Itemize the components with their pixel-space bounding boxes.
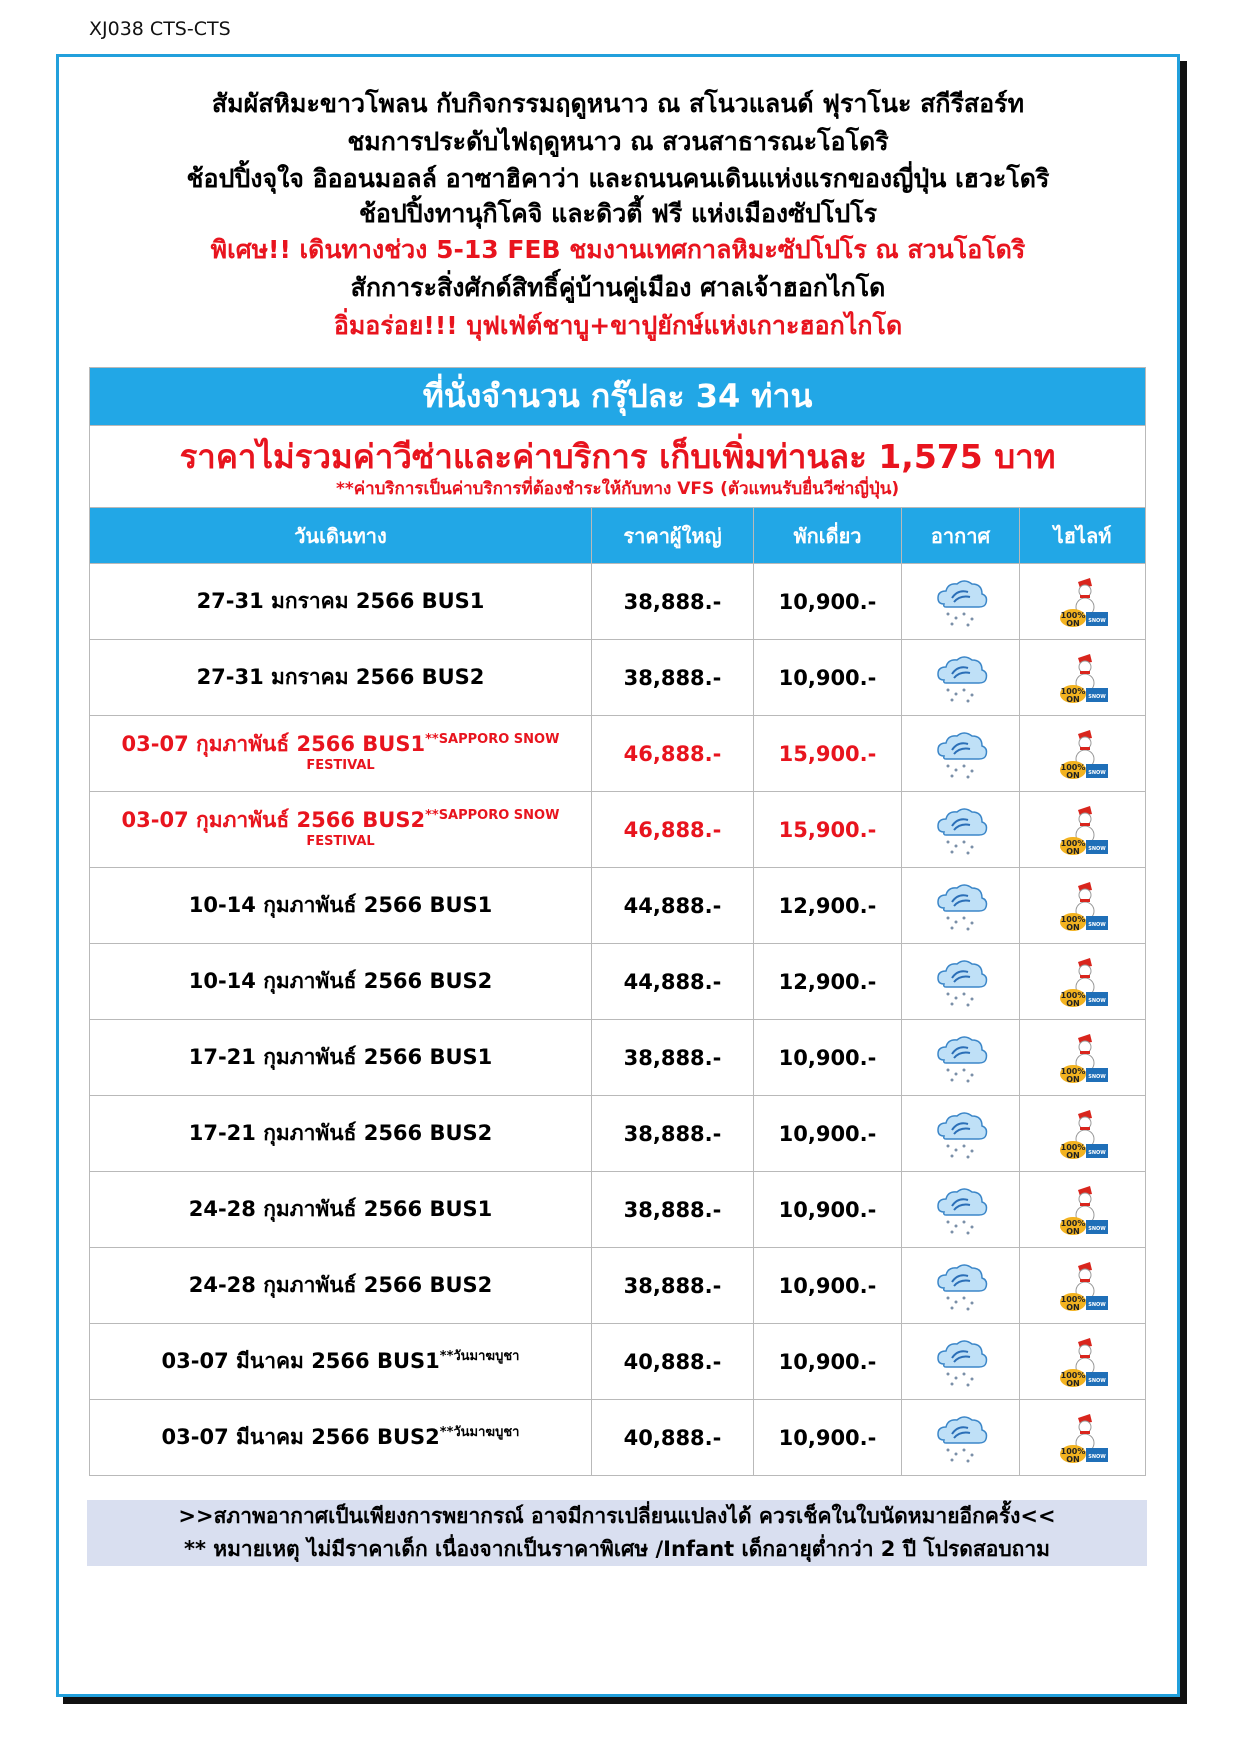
travel-date: 24-28 กุมภาพันธ์ 2566 BUS1 xyxy=(188,1197,493,1221)
headline: ชมการประดับไฟฤดูหนาว ณ สวนสาธารณะโอโดริ xyxy=(347,127,889,156)
visa-note-sub: **ค่าบริการเป็นค่าบริการที่ต้องชำระให้กับทาง VFS (ตัวแทนรับยื่นวีซ่าญี่ปุ่น) xyxy=(335,478,900,499)
date-cell xyxy=(90,1400,592,1476)
column-header-adult-price: ราคาผู้ใหญ่ xyxy=(592,508,754,564)
table-row xyxy=(90,944,1146,1020)
weather-cell xyxy=(902,716,1020,792)
snowman-badge-icon xyxy=(1052,1182,1114,1238)
snow-cloud-icon xyxy=(930,1182,992,1238)
highlight-cell xyxy=(1020,1172,1146,1248)
travel-date: 24-28 กุมภาพันธ์ 2566 BUS2 xyxy=(188,1273,493,1297)
snowman-badge-icon xyxy=(1052,1258,1114,1314)
svg-text:ON: ON xyxy=(1065,1150,1080,1160)
svg-text:100%: 100% xyxy=(1060,610,1085,620)
date-cell xyxy=(90,1324,592,1400)
svg-text:100%: 100% xyxy=(1060,762,1085,772)
single-supplement: 10,900.- xyxy=(754,1248,902,1324)
column-header-weather: อากาศ xyxy=(902,508,1020,564)
svg-text:100%: 100% xyxy=(1060,1446,1085,1456)
adult-price: 38,888.- xyxy=(592,1096,754,1172)
date-note-continued: FESTIVAL xyxy=(306,758,375,773)
svg-text:SNOW: SNOW xyxy=(1087,921,1106,928)
table-row xyxy=(90,564,1146,640)
weather-cell xyxy=(902,564,1020,640)
child-price-note: ** หมายเหตุ ไม่มีราคาเด็ก เนื่องจากเป็นราคาพิเศษ /Infant เด็กอายุต่ำกว่า 2 ปี โปรดสอบถาม xyxy=(183,1537,1051,1561)
svg-text:SNOW: SNOW xyxy=(1087,1225,1106,1232)
snow-cloud-icon xyxy=(930,878,992,934)
column-header-date: วันเดินทาง xyxy=(90,508,592,564)
date-note-continued: FESTIVAL xyxy=(306,834,375,849)
travel-date: 10-14 กุมภาพันธ์ 2566 BUS1 xyxy=(188,893,493,917)
snow-cloud-icon xyxy=(930,1106,992,1162)
svg-text:SNOW: SNOW xyxy=(1087,693,1106,700)
svg-text:ON: ON xyxy=(1065,1302,1080,1312)
adult-price: 38,888.- xyxy=(592,1248,754,1324)
single-supplement: 12,900.- xyxy=(754,944,902,1020)
single-supplement: 10,900.- xyxy=(754,564,902,640)
weather-cell xyxy=(902,1172,1020,1248)
highlight-cell xyxy=(1020,1324,1146,1400)
snowman-badge-icon xyxy=(1052,726,1114,782)
travel-date: 03-07 มีนาคม 2566 BUS2 xyxy=(161,1425,440,1449)
column-header-highlight: ไฮไลท์ xyxy=(1020,508,1146,564)
svg-text:SNOW: SNOW xyxy=(1087,845,1106,852)
highlight-cell xyxy=(1020,792,1146,868)
table-row xyxy=(90,1020,1146,1096)
svg-text:100%: 100% xyxy=(1060,1142,1085,1152)
snowman-badge-icon xyxy=(1052,1410,1114,1466)
single-supplement: 15,900.- xyxy=(754,716,902,792)
svg-text:ON: ON xyxy=(1065,1226,1080,1236)
visa-note-main: ราคาไม่รวมค่าวีซ่าและค่าบริการ เก็บเพิ่มท่านละ 1,575 บาท xyxy=(179,436,1056,476)
svg-text:SNOW: SNOW xyxy=(1087,1149,1106,1156)
svg-text:SNOW: SNOW xyxy=(1087,1453,1106,1460)
weather-cell xyxy=(902,1020,1020,1096)
single-supplement: 10,900.- xyxy=(754,1400,902,1476)
date-cell xyxy=(90,1172,592,1248)
headlines xyxy=(59,85,1177,345)
date-note: **SAPPORO SNOW xyxy=(425,732,560,747)
snowman-badge-icon xyxy=(1052,802,1114,858)
column-header-single-supplement: พักเดี่ยว xyxy=(754,508,902,564)
snow-cloud-icon xyxy=(930,1030,992,1086)
travel-date: 17-21 กุมภาพันธ์ 2566 BUS2 xyxy=(188,1121,493,1145)
travel-date: 03-07 กุมภาพันธ์ 2566 BUS1 xyxy=(121,732,426,756)
highlight-cell xyxy=(1020,1248,1146,1324)
highlight-cell xyxy=(1020,1020,1146,1096)
svg-text:SNOW: SNOW xyxy=(1087,1073,1106,1080)
svg-text:SNOW: SNOW xyxy=(1087,769,1106,776)
weather-cell xyxy=(902,944,1020,1020)
date-note: **วันมาฆบูชา xyxy=(439,1425,520,1440)
svg-text:ON: ON xyxy=(1065,770,1080,780)
headline-special: อิ่มอร่อย!!! บุฟเฟ่ต์ชาบู+ขาปูยักษ์แห่งเกาะฮอกไกโด xyxy=(333,311,903,340)
weather-cell xyxy=(902,1248,1020,1324)
snowman-badge-icon xyxy=(1052,574,1114,630)
highlight-cell xyxy=(1020,1400,1146,1476)
svg-text:ON: ON xyxy=(1065,1454,1080,1464)
snowman-badge-icon xyxy=(1052,650,1114,706)
adult-price: 38,888.- xyxy=(592,1020,754,1096)
svg-text:SNOW: SNOW xyxy=(1087,997,1106,1004)
snow-cloud-icon xyxy=(930,1410,992,1466)
date-cell xyxy=(90,640,592,716)
table-row xyxy=(90,1400,1146,1476)
single-supplement: 15,900.- xyxy=(754,792,902,868)
snow-cloud-icon xyxy=(930,954,992,1010)
date-note: **วันมาฆบูชา xyxy=(439,1349,520,1364)
svg-text:ON: ON xyxy=(1065,1074,1080,1084)
adult-price: 38,888.- xyxy=(592,1172,754,1248)
table-row xyxy=(90,868,1146,944)
svg-text:100%: 100% xyxy=(1060,1066,1085,1076)
single-supplement: 10,900.- xyxy=(754,1324,902,1400)
date-cell xyxy=(90,1020,592,1096)
svg-text:100%: 100% xyxy=(1060,686,1085,696)
svg-text:100%: 100% xyxy=(1060,1218,1085,1228)
adult-price: 46,888.- xyxy=(592,716,754,792)
weather-cell xyxy=(902,868,1020,944)
table-row xyxy=(90,792,1146,868)
highlight-cell xyxy=(1020,716,1146,792)
seat-count-banner: ที่นั่งจำนวน กรุ๊ปละ 34 ท่าน xyxy=(90,368,1146,426)
snow-cloud-icon xyxy=(930,1334,992,1390)
travel-date: 03-07 มีนาคม 2566 BUS1 xyxy=(161,1349,440,1373)
single-supplement: 10,900.- xyxy=(754,640,902,716)
tour-code: XJ038 CTS-CTS xyxy=(89,18,231,40)
headline: ช้อปปิ้งจุใจ อิออนมอลล์ อาซาฮิคาว่า และถนนคนเดินแห่งแรกของญี่ปุ่น เฮวะโดริ xyxy=(186,164,1050,193)
date-note: **SAPPORO SNOW xyxy=(425,808,560,823)
snowman-badge-icon xyxy=(1052,878,1114,934)
travel-date: 10-14 กุมภาพันธ์ 2566 BUS2 xyxy=(188,969,493,993)
price-table xyxy=(89,367,1146,1476)
snow-cloud-icon xyxy=(930,574,992,630)
weather-cell xyxy=(902,640,1020,716)
adult-price: 38,888.- xyxy=(592,564,754,640)
adult-price: 38,888.- xyxy=(592,640,754,716)
travel-date: 27-31 มกราคม 2566 BUS1 xyxy=(196,589,485,613)
snow-cloud-icon xyxy=(930,650,992,706)
svg-text:ON: ON xyxy=(1065,694,1080,704)
single-supplement: 10,900.- xyxy=(754,1096,902,1172)
single-supplement: 12,900.- xyxy=(754,868,902,944)
date-cell xyxy=(90,1248,592,1324)
svg-text:100%: 100% xyxy=(1060,1370,1085,1380)
travel-date: 03-07 กุมภาพันธ์ 2566 BUS2 xyxy=(121,808,426,832)
svg-text:100%: 100% xyxy=(1060,838,1085,848)
snow-cloud-icon xyxy=(930,1258,992,1314)
headline: ช้อปปิ้งทานุกิโคจิ และดิวตี้ ฟรี แห่งเมืองซัปโปโร xyxy=(358,199,878,228)
program-frame xyxy=(56,54,1180,1697)
table-row xyxy=(90,640,1146,716)
date-cell xyxy=(90,868,592,944)
highlight-cell xyxy=(1020,944,1146,1020)
date-cell xyxy=(90,564,592,640)
svg-text:ON: ON xyxy=(1065,998,1080,1008)
snowman-badge-icon xyxy=(1052,1334,1114,1390)
snowman-badge-icon xyxy=(1052,1030,1114,1086)
adult-price: 40,888.- xyxy=(592,1400,754,1476)
date-cell xyxy=(90,944,592,1020)
weather-disclaimer: >>สภาพอากาศเป็นเพียงการพยากรณ์ อาจมีการเปลี่ยนแปลงได้ ควรเช็คในใบนัดหมายอีกครั้ง<< xyxy=(178,1504,1056,1528)
svg-text:100%: 100% xyxy=(1060,990,1085,1000)
date-cell xyxy=(90,792,592,868)
visa-note xyxy=(90,426,1146,508)
headline-special: พิเศษ!! เดินทางช่วง 5-13 FEB ชมงานเทศกาลหิมะซัปโปโร ณ สวนโอโดริ xyxy=(210,235,1026,264)
footer-notes xyxy=(87,1500,1147,1566)
adult-price: 40,888.- xyxy=(592,1324,754,1400)
headline: สักการะสิ่งศักด์สิทธิ์คู่บ้านคู่เมือง ศาลเจ้าฮอกไกโด xyxy=(350,273,886,302)
date-cell xyxy=(90,716,592,792)
svg-text:ON: ON xyxy=(1065,618,1080,628)
highlight-cell xyxy=(1020,564,1146,640)
weather-cell xyxy=(902,1400,1020,1476)
table-row xyxy=(90,1248,1146,1324)
snowman-badge-icon xyxy=(1052,954,1114,1010)
svg-text:ON: ON xyxy=(1065,846,1080,856)
svg-text:SNOW: SNOW xyxy=(1087,1301,1106,1308)
headline: สัมผัสหิมะขาวโพลน กับกิจกรรมฤดูหนาว ณ สโนวแลนด์ ฟุราโนะ สกีรีสอร์ท xyxy=(211,89,1025,118)
svg-text:ON: ON xyxy=(1065,1378,1080,1388)
svg-text:ON: ON xyxy=(1065,922,1080,932)
svg-text:SNOW: SNOW xyxy=(1087,617,1106,624)
highlight-cell xyxy=(1020,868,1146,944)
adult-price: 44,888.- xyxy=(592,944,754,1020)
weather-cell xyxy=(902,1324,1020,1400)
weather-cell xyxy=(902,792,1020,868)
date-cell xyxy=(90,1096,592,1172)
adult-price: 44,888.- xyxy=(592,868,754,944)
table-row xyxy=(90,1096,1146,1172)
snow-cloud-icon xyxy=(930,802,992,858)
single-supplement: 10,900.- xyxy=(754,1172,902,1248)
weather-cell xyxy=(902,1096,1020,1172)
adult-price: 46,888.- xyxy=(592,792,754,868)
highlight-cell xyxy=(1020,640,1146,716)
travel-date: 27-31 มกราคม 2566 BUS2 xyxy=(196,665,485,689)
svg-text:100%: 100% xyxy=(1060,914,1085,924)
svg-text:100%: 100% xyxy=(1060,1294,1085,1304)
single-supplement: 10,900.- xyxy=(754,1020,902,1096)
highlight-cell xyxy=(1020,1096,1146,1172)
svg-text:SNOW: SNOW xyxy=(1087,1377,1106,1384)
travel-date: 17-21 กุมภาพันธ์ 2566 BUS1 xyxy=(188,1045,493,1069)
snowman-badge-icon xyxy=(1052,1106,1114,1162)
snow-cloud-icon xyxy=(930,726,992,782)
table-row xyxy=(90,1324,1146,1400)
table-row xyxy=(90,716,1146,792)
table-row xyxy=(90,1172,1146,1248)
